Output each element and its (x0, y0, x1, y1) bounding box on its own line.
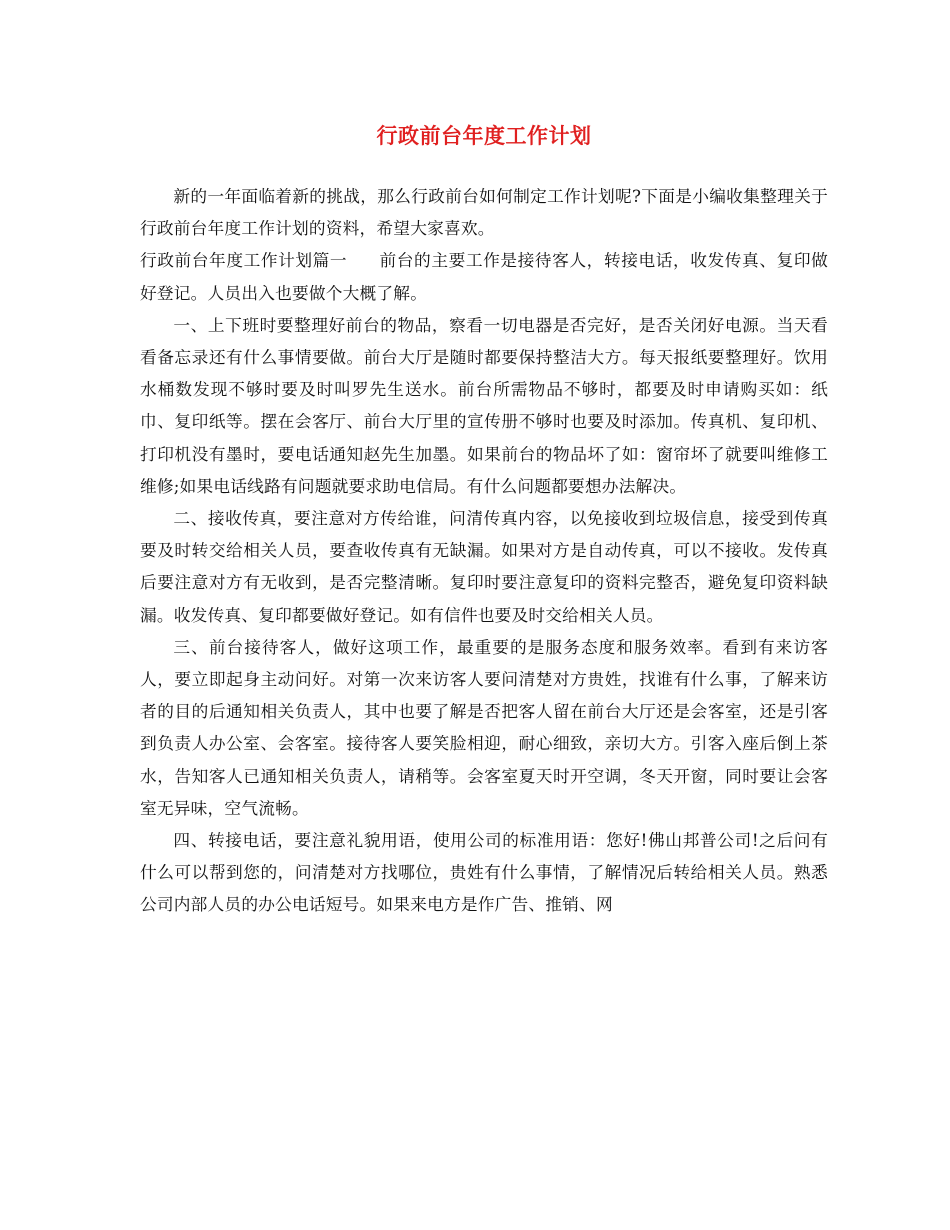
paragraph-2: 二、接收传真，要注意对方传给谁，问清传真内容，以免接收到垃圾信息，接受到传真要及时转交给相关人员，要查收传真有无缺漏。如果对方是自动传真，可以不接收。发传真后要注意对方有无收到，是否完整清晰。复印时要注意复印的资料完整否，避免复印资料缺漏。收发传真、复印都要做好登记。如有信件也要及时交给相关人员。 (140, 508, 828, 625)
paragraph-4: 四、转接电话，要注意礼貌用语，使用公司的标准用语：您好!佛山邦普公司!之后问有什么可以帮到您的，问清楚对方找哪位，贵姓有什么事情，了解情况后转给相关人员。熟悉公司内部人员的办公电话短号。如果来电方是作广告、推销、网 (140, 830, 828, 915)
section-lead: 前台的主要工作是接待客人，转接电话，收发传真、复印做好登记。人员出入也要做个大概了解。 (140, 250, 828, 303)
section-heading: 行政前台年度工作计划篇一 (140, 250, 348, 271)
document-page (140, 118, 828, 921)
paragraph-3: 三、前台接待客人，做好这项工作，最重要的是服务态度和服务效率。看到有来访客人，要立即起身主动问好。对第一次来访客人要问清楚对方贵姓，找谁有什么事，了解来访者的目的后通知相关负责人，其中也要了解是否把客人留在前台大厅还是会客室，还是引客到负责人办公室、会客室。接待客人要笑脸相迎，耐心细致，亲切大方。引客入座后倒上茶水，告知客人已通知相关负责人，请稍等。会客室夏天时开空调，冬天开窗，同时要让会客室无异味，空气流畅。 (140, 636, 828, 818)
intro-paragraph: 新的一年面临着新的挑战，那么行政前台如何制定工作计划呢?下面是小编收集整理关于行政前台年度工作计划的资料，希望大家喜欢。 (140, 186, 828, 239)
section-first-paragraph (140, 244, 828, 308)
document-title: 行政前台年度工作计划 (376, 123, 592, 148)
paragraph-1: 一、上下班时要整理好前台的物品，察看一切电器是否完好，是否关闭好电源。当天看看备忘录还有什么事情要做。前台大厅是随时都要保持整洁大方。每天报纸要整理好。饮用水桶数发现不够时要及时叫罗先生送水。前台所需物品不够时，都要及时申请购买如：纸巾、复印纸等。摆在会客厅、前台大厅里的宣传册不够时也要及时添加。传真机、复印机、打印机没有墨时，要电话通知赵先生加墨。如果前台的物品坏了如：窗帘坏了就要叫维修工维修;如果电话线路有问题就要求助电信局。有什么问题都要想办法解决。 (140, 314, 828, 496)
